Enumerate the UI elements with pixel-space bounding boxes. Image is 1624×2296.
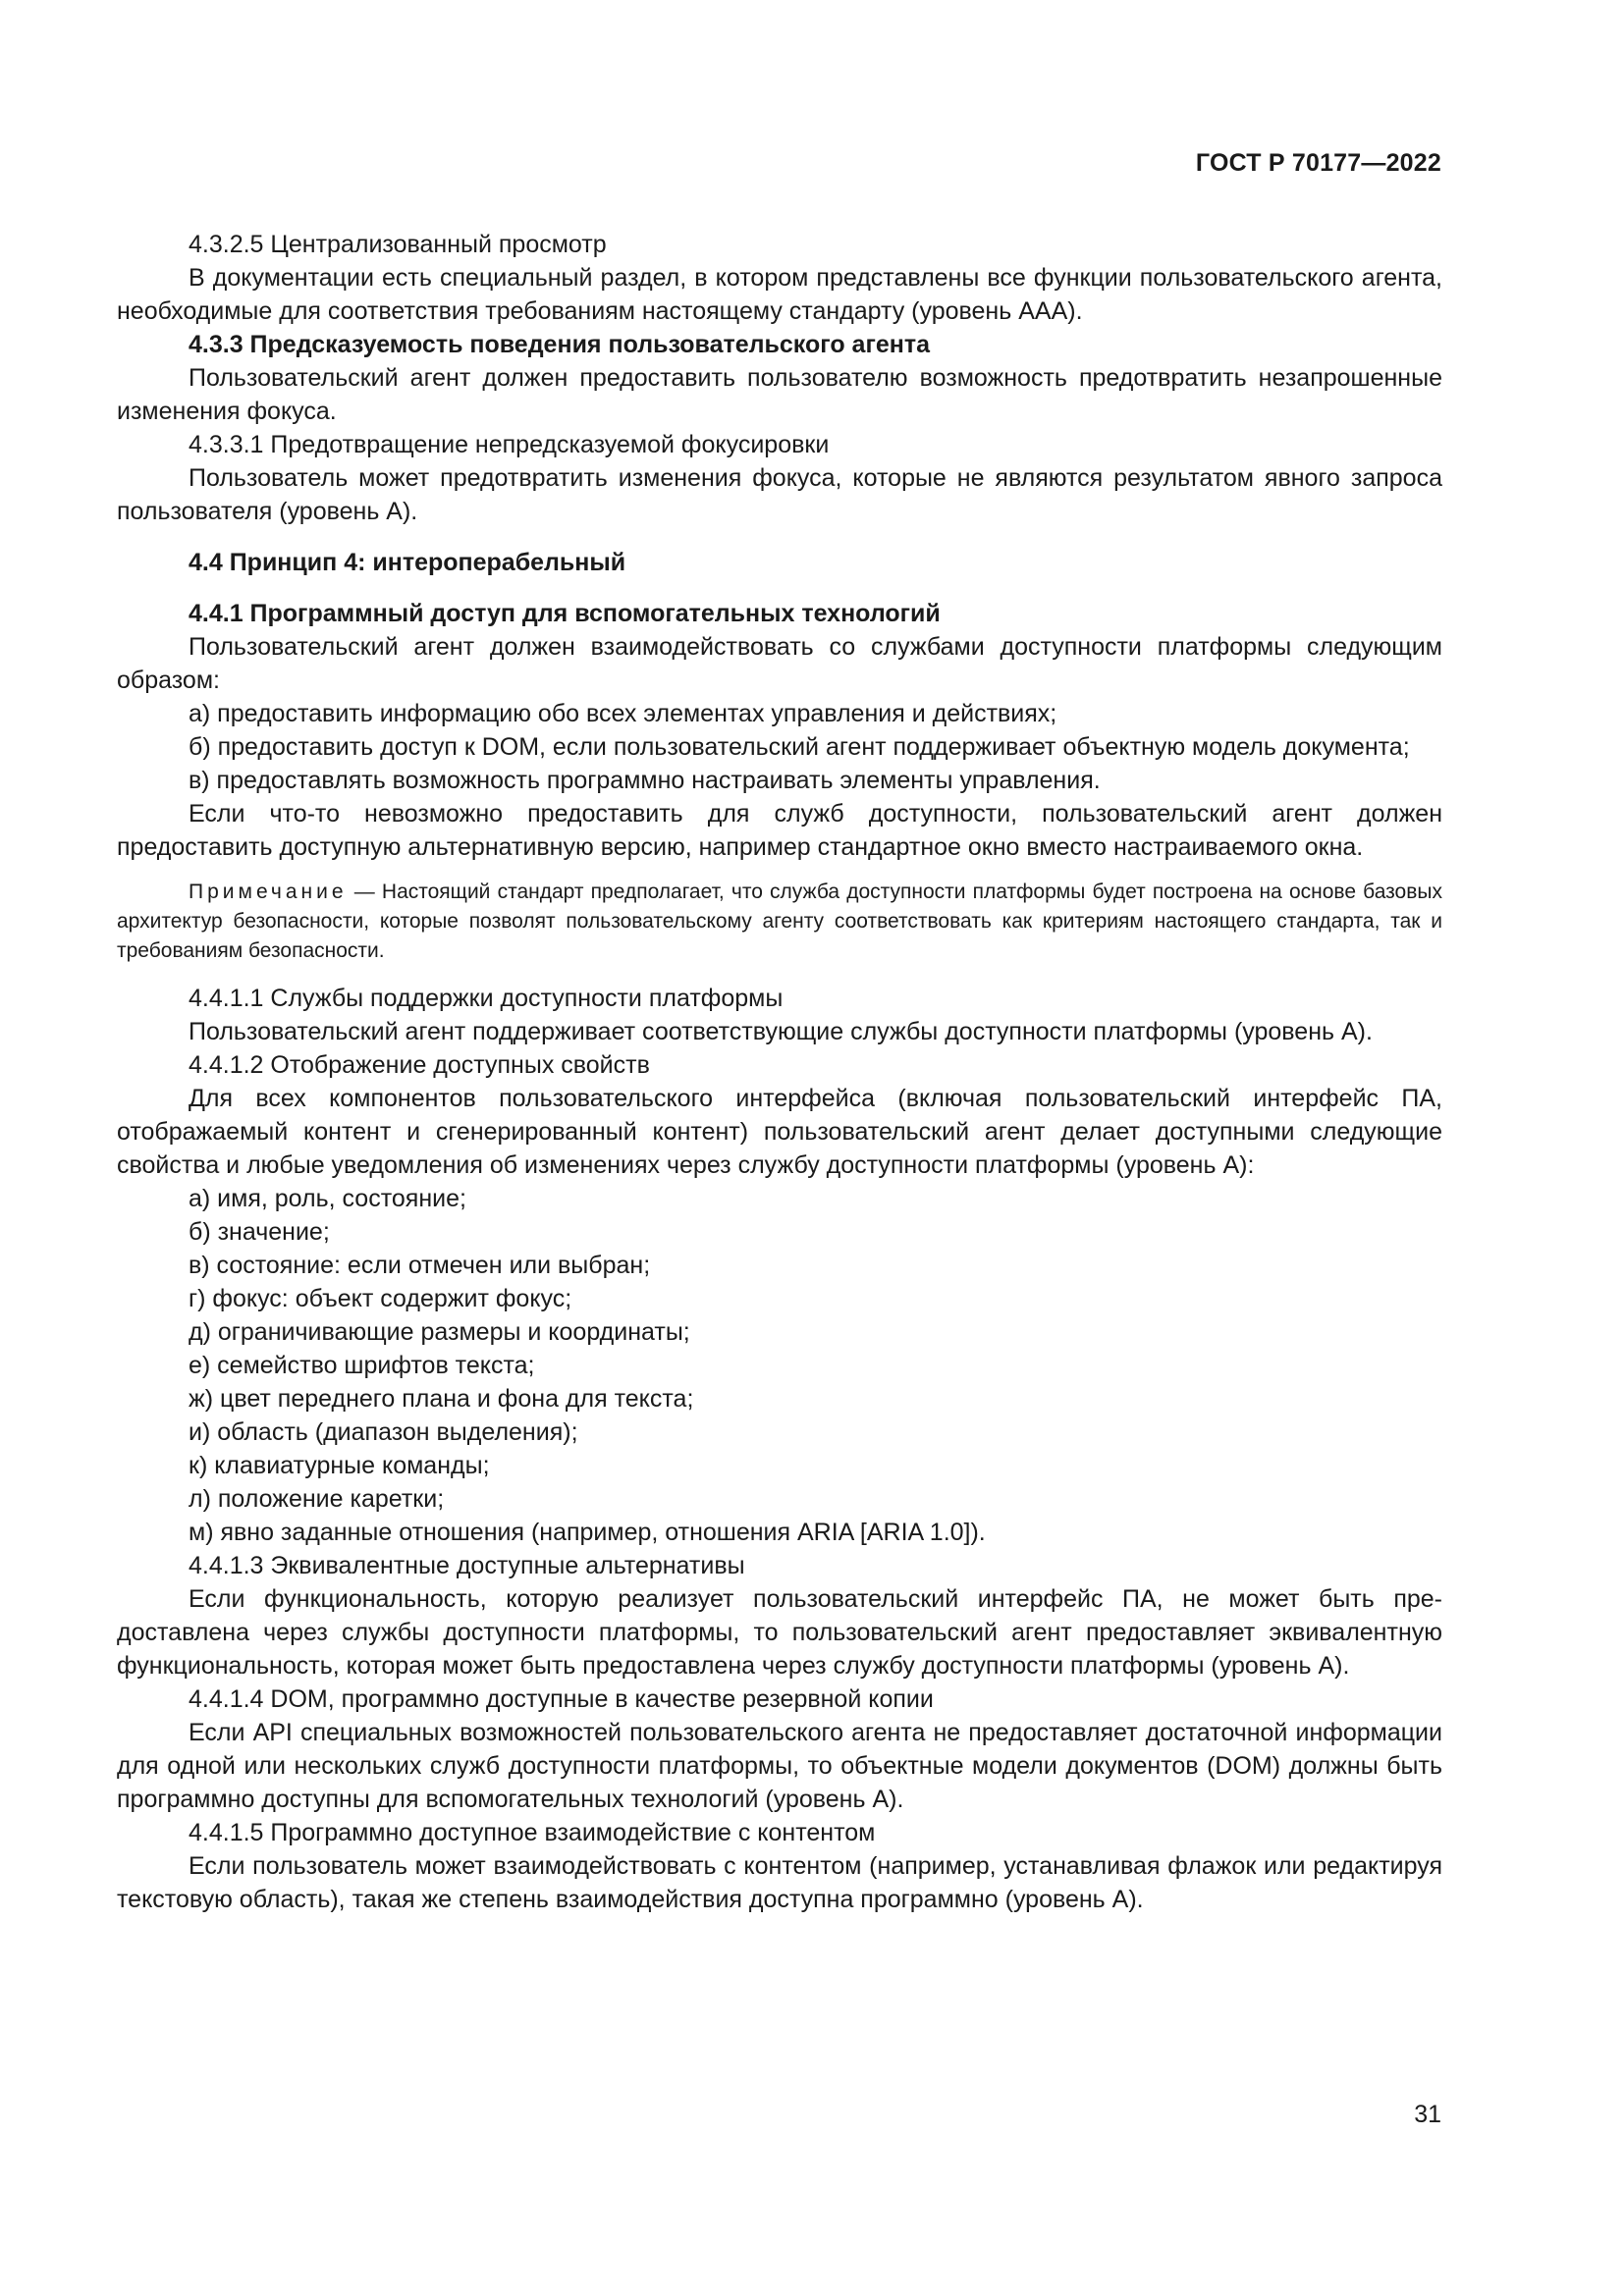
clause-heading: 4.3.3.1 Предотвращение непредсказуемой фокусировки [189, 431, 830, 458]
list-item: к) клавиатурные команды; [189, 1452, 490, 1479]
paragraph: Пользовательский агент должен предоставить пользователю возможность предотвратить незапрошенные изменения фокуса. [117, 364, 1442, 425]
subsection-heading: 4.3.3 Предсказуемость поведения пользовательского агента [189, 331, 931, 358]
clause-heading: 4.4.1.1 Службы поддержки доступности платформы [189, 985, 784, 1012]
paragraph: Пользовательский агент поддерживает соответствующие службы доступности платформы (уровень А). [189, 1018, 1373, 1045]
clause-heading: 4.4.1.3 Эквивалентные доступные альтернативы [189, 1552, 745, 1579]
list-item: д) ограничивающие размеры и координаты; [189, 1318, 690, 1346]
list-item: б) предоставить доступ к DOM, если пользовательский агент поддерживает объектную модель документа; [189, 733, 1410, 761]
list-item: г) фокус: объект содержит фокус; [189, 1285, 572, 1312]
paragraph: Для всех компонентов пользовательского интерфейса (включая пользовательский интерфейс ПА, отображаемый контент и сгенерированный контент) пользовательский агент делает доступными следующие свойства и любые уведомления об изменениях через службу доступности платформы (уровень А): [117, 1085, 1442, 1179]
list-item: л) положение каретки; [189, 1485, 445, 1513]
paragraph: Если функциональность, которую реализует пользовательский интерфейс ПА, не может быть предоставлена через службы доступности платформы, то пользовательский агент предоставляет эквивалентную функциональность, которая может быть предоставлена через службу доступности платформы (уровень А). [117, 1585, 1442, 1680]
paragraph: Если API специальных возможностей пользовательского агента не предоставляет достаточной информации для одной или нескольких служб доступности платформы, то объектные модели документов (DOM) должны быть программно доступны для вспомогательных технологий (уровень А). [117, 1719, 1442, 1813]
note [117, 878, 1442, 966]
subsection-heading: 4.4.1 Программный доступ для вспомогательных технологий [189, 600, 941, 627]
list-item: в) предоставлять возможность программно настраивать элементы управления. [189, 767, 1101, 794]
paragraph: В документации есть специальный раздел, в котором представлены все функции пользовательского агента, необходимые для соответствия требованиям настоящему стандарту (уровень ААА). [117, 264, 1442, 325]
list-item: в) состояние: если отмечен или выбран; [189, 1252, 651, 1279]
list-item: б) значение; [189, 1218, 330, 1246]
clause-heading: 4.4.1.5 Программно доступное взаимодействие с контентом [189, 1819, 876, 1846]
note-label: Примечание [189, 881, 348, 903]
list-item: е) семейство шрифтов текста; [189, 1352, 535, 1379]
clause-heading: 4.4.1.2 Отображение доступных свойств [189, 1051, 650, 1079]
clause-heading: 4.3.2.5 Централизованный просмотр [189, 231, 607, 258]
paragraph: Если что-то невозможно предоставить для служб доступности, пользовательский агент должен предоставить доступную альтернативную версию, например стандартное окно вместо настраиваемого окна. [117, 800, 1442, 861]
note-text: — Настоящий стандарт предполагает, что служба доступности платформы будет построена на основе базовых архитектур безопасности, которые позволят пользовательскому агенту соответствовать как критериям настоящего стандарта, так и требованиям безопасности. [117, 881, 1442, 962]
paragraph: Если пользователь может взаимодействовать с контентом (например, устанавливая флажок или редактируя текстовую область), такая же степень взаимодействия доступна программно (уровень А). [117, 1852, 1442, 1913]
list-item: а) предоставить информацию обо всех элементах управления и действиях; [189, 700, 1057, 727]
paragraph: Пользовательский агент должен взаимодействовать со службами доступности платформы следующим образом: [117, 633, 1442, 694]
list-item: м) явно заданные отношения (например, отношения ARIA [ARIA 1.0]). [189, 1519, 986, 1546]
clause-heading: 4.4.1.4 DOM, программно доступные в качестве резервной копии [189, 1685, 934, 1713]
section-heading: 4.4 Принцип 4: интероперабельный [189, 549, 626, 576]
page-body [117, 228, 1442, 1916]
list-item: и) область (диапазон выделения); [189, 1418, 578, 1446]
paragraph: Пользователь может предотвратить изменения фокуса, которые не являются результатом явного запроса пользователя (уровень А). [117, 464, 1442, 525]
page-number: 31 [1414, 2101, 1441, 2128]
list-item: ж) цвет переднего плана и фона для текста; [189, 1385, 694, 1413]
standard-designation: ГОСТ Р 70177—2022 [1195, 149, 1441, 177]
list-item: а) имя, роль, состояние; [189, 1185, 466, 1212]
